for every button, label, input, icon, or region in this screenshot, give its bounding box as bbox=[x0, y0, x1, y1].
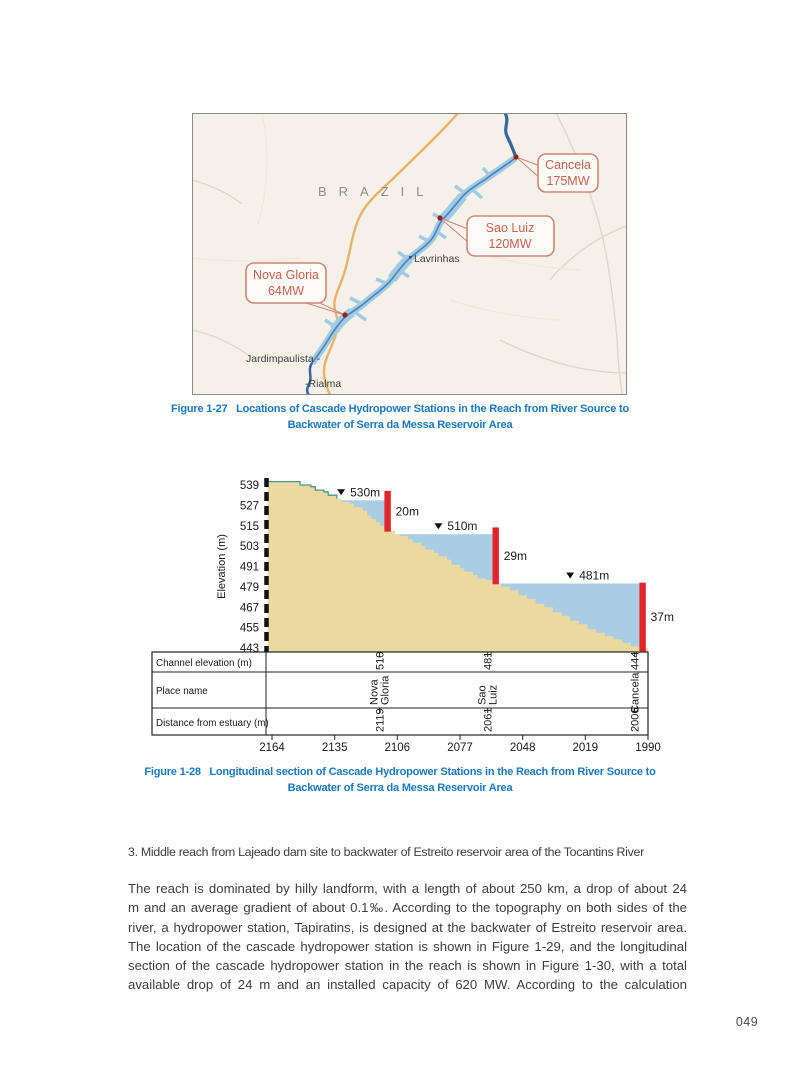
town-rialma: -Rialma bbox=[305, 378, 342, 390]
y-tick-label: 467 bbox=[239, 602, 259, 615]
station-distance: 2061 bbox=[482, 707, 495, 732]
water-level-label: 530m bbox=[350, 485, 381, 500]
dam-bar bbox=[639, 583, 645, 652]
figure-1-27-caption bbox=[60, 401, 740, 433]
country-label: BRAZIL bbox=[318, 184, 436, 199]
x-tick-label: 2106 bbox=[384, 742, 411, 754]
paragraph-line: The location of the cascade hydropower station is shown in Figure 1-29, and the longitudinal bbox=[128, 938, 687, 954]
body-paragraph bbox=[128, 879, 687, 995]
y-tick-label: 491 bbox=[239, 561, 259, 574]
y-tick-label: 527 bbox=[239, 500, 259, 513]
nova-gloria-label: Nova Gloria bbox=[253, 268, 319, 282]
table-row-label: Place name bbox=[156, 686, 208, 697]
x-tick-label: 2135 bbox=[321, 742, 348, 754]
y-axis-title: Elevation (m) bbox=[216, 534, 228, 599]
dam-drop-label: 20m bbox=[395, 504, 419, 519]
paragraph-line: m and an average gradient of about 0.1‰. According to the topography on both sides of the bbox=[128, 900, 687, 916]
station-channel-elevation: 444 bbox=[629, 651, 642, 670]
water-level-label: 481m bbox=[579, 568, 610, 583]
sao-luiz-station-dot bbox=[437, 215, 442, 220]
lavrinhas-dot bbox=[409, 256, 411, 258]
x-tick-label: 1990 bbox=[635, 742, 661, 754]
water-level-label: 510m bbox=[447, 519, 478, 534]
table-row-label: Distance from estuary (m) bbox=[156, 718, 269, 729]
table-row-label: Channel elevation (m) bbox=[156, 658, 252, 669]
x-tick-label: 2164 bbox=[259, 742, 285, 754]
dam-bar bbox=[493, 527, 499, 584]
section-heading: 3. Middle reach from Lajeado dam site to backwater of Estreito reservoir area of the Tocantins River bbox=[128, 845, 644, 859]
station-name: Cancela bbox=[629, 672, 642, 713]
paragraph-line: river, a hydropower station, Tapiratins, is designed at the backwater of Estreito reservoir area. bbox=[128, 919, 687, 935]
nova-gloria-station-dot bbox=[342, 312, 347, 317]
station-distance: 2006 bbox=[629, 707, 642, 732]
x-tick-label: 2019 bbox=[572, 742, 599, 754]
caption-line: Backwater of Serra da Messa Reservoir Area bbox=[287, 419, 513, 431]
sao-luiz-capacity: 120MW bbox=[488, 237, 532, 251]
dam-bar bbox=[384, 491, 390, 532]
paragraph-line: section of the cascade hydropower station in the reach is shown in Figure 1-30, with a total bbox=[128, 958, 687, 974]
cancela-label: Cancela bbox=[545, 158, 591, 172]
y-tick-label: 539 bbox=[239, 480, 259, 492]
station-channel-elevation: 510 bbox=[374, 651, 387, 670]
x-tick-label: 2077 bbox=[447, 742, 473, 754]
caption-line: Figure 1-28 Longitudinal section of Cascade Hydropower Stations in the Reach from River Source to bbox=[144, 766, 656, 778]
station-name: Gloria bbox=[379, 675, 392, 705]
station-distance: 2119 bbox=[374, 708, 387, 732]
town-jardimpaulista: Jardimpaulista - bbox=[246, 353, 321, 365]
x-tick-label: 2048 bbox=[509, 742, 536, 754]
caption-line: Figure 1-27 Locations of Cascade Hydropower Stations in the Reach from River Source to bbox=[171, 403, 629, 415]
water-level-marker bbox=[566, 573, 574, 579]
paragraph-line: The reach is dominated by hilly landform, with a length of about 250 km, a drop of about 24 bbox=[128, 881, 687, 896]
figure-1-28-caption bbox=[60, 764, 740, 796]
station-channel-elevation: 481 bbox=[482, 651, 495, 670]
water-level-marker bbox=[337, 489, 345, 495]
map-figure bbox=[192, 113, 627, 395]
station-name: Luiz bbox=[487, 684, 500, 705]
town-lavrinhas: Lavrinhas bbox=[414, 253, 460, 265]
dam-drop-label: 29m bbox=[503, 548, 528, 563]
station-name: Sao bbox=[476, 685, 489, 705]
y-tick-label: 479 bbox=[239, 581, 259, 594]
y-tick-label: 515 bbox=[239, 520, 259, 533]
y-tick-label: 443 bbox=[239, 643, 259, 655]
y-tick-label: 455 bbox=[239, 622, 259, 635]
longitudinal-section-chart bbox=[150, 465, 690, 760]
y-tick-label: 503 bbox=[239, 541, 259, 554]
paragraph-line: available drop of 24 m and an installed capacity of 620 MW. According to the calculation bbox=[128, 977, 687, 993]
page-number: 049 bbox=[735, 1015, 759, 1029]
cancela-station-dot bbox=[513, 154, 518, 159]
station-name: Nova bbox=[368, 679, 381, 705]
sao-luiz-label: Sao Luiz bbox=[485, 221, 535, 235]
nova-gloria-capacity: 64MW bbox=[267, 284, 305, 298]
water-level-marker bbox=[434, 523, 442, 529]
cancela-capacity: 175MW bbox=[546, 174, 590, 188]
caption-line: Backwater of Serra da Messa Reservoir Area bbox=[287, 782, 513, 794]
dam-drop-label: 37m bbox=[650, 610, 674, 624]
